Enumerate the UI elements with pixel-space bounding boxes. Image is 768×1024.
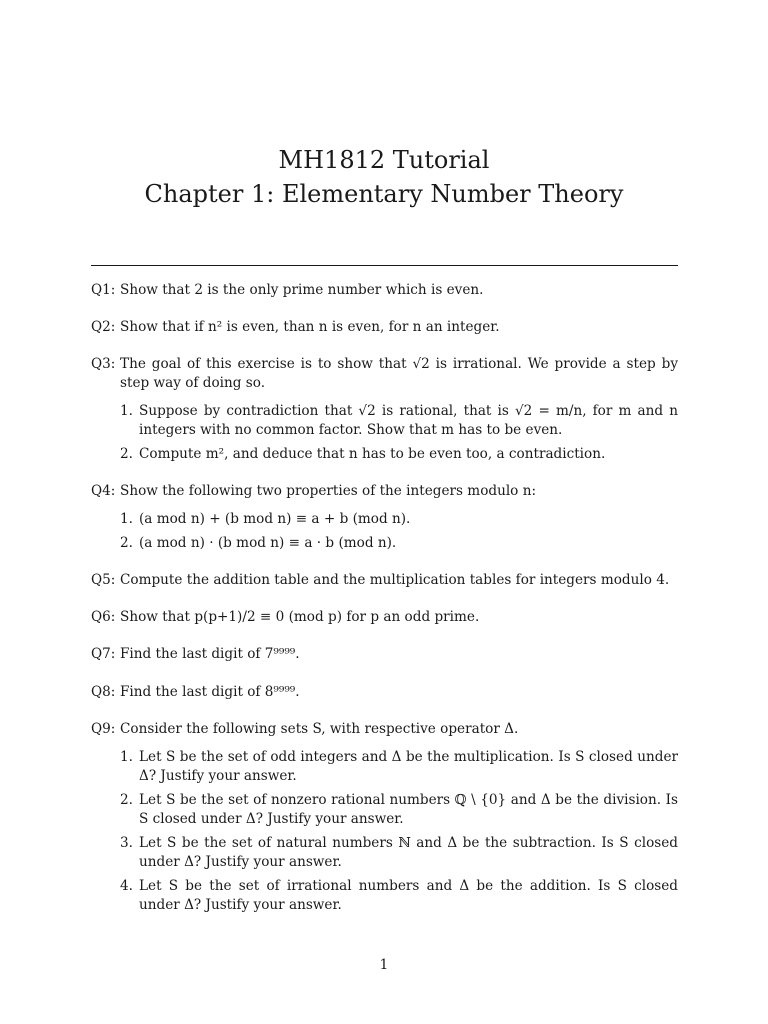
title-chapter: Chapter 1: Elementary Number Theory [144,180,624,208]
sub-item-number: 2. [120,446,133,462]
question-1 [91,281,678,300]
question-6 [91,608,678,627]
question-8 [91,683,678,702]
sub-item-text: Let S be the set of irrational numbers and Δ be the addition. Is S closed under Δ? Justify your answer. [139,878,678,913]
question-text: Show the following two properties of the integers modulo n: [120,483,537,499]
page-number: 1 [379,957,389,973]
sub-item-number: 4. [120,878,133,894]
question-text: Compute the addition table and the multiplication tables for integers modulo 4. [120,572,670,588]
question-list [91,281,678,933]
sub-item [120,748,678,786]
sub-item-text: Let S be the set of odd integers and Δ be the multiplication. Is S closed under Δ? Justify your answer. [139,749,678,784]
question-text: The goal of this exercise is to show that √2 is irrational. We provide a step by step way of doing so. [120,356,678,391]
question-label: Q7: [91,646,116,662]
question-text: Find the last digit of 7⁹⁹⁹⁹. [120,646,300,662]
question-text: Consider the following sets S, with respective operator Δ. [120,721,519,737]
sub-list [120,748,678,915]
title-course: MH1812 Tutorial [278,146,490,174]
sub-list [120,402,678,464]
sub-item-text: Let S be the set of nonzero rational numbers ℚ \ {0} and Δ be the division. Is S closed under Δ? Justify your answer. [139,792,678,827]
sub-item-text: (a mod n) · (b mod n) ≡ a · b (mod n). [139,535,397,551]
sub-item [120,834,678,872]
sub-item-number: 1. [120,511,133,527]
question-4 [91,482,678,553]
question-text: Show that p(p+1)/2 ≡ 0 (mod p) for p an odd prime. [120,609,480,625]
question-label: Q1: [91,282,116,298]
question-9 [91,720,678,915]
sub-item-text: (a mod n) + (b mod n) ≡ a + b (mod n). [139,511,411,527]
question-7 [91,645,678,664]
document-title [0,143,768,211]
question-text: Find the last digit of 8⁹⁹⁹⁹. [120,684,300,700]
question-label: Q6: [91,609,116,625]
sub-item [120,402,678,440]
question-label: Q8: [91,684,116,700]
question-2 [91,318,678,337]
sub-item [120,877,678,915]
question-label: Q2: [91,319,116,335]
sub-item [120,534,678,553]
sub-item-text: Compute m², and deduce that n has to be even too, a contradiction. [139,446,606,462]
sub-item-text: Suppose by contradiction that √2 is rational, that is √2 = m/n, for m and n integers with no common factor. Show that m has to be even. [139,403,678,438]
question-5 [91,571,678,590]
question-label: Q3: [91,356,116,372]
sub-item [120,791,678,829]
question-3 [91,355,678,464]
sub-item-text: Let S be the set of natural numbers ℕ and Δ be the subtraction. Is S closed under Δ? Justify your answer. [139,835,678,870]
sub-item [120,510,678,529]
horizontal-rule [91,265,678,266]
sub-item-number: 2. [120,792,133,808]
sub-item-number: 1. [120,749,133,765]
sub-item [120,445,678,464]
question-text: Show that if n² is even, than n is even, for n an integer. [120,319,500,335]
question-label: Q5: [91,572,116,588]
sub-item-number: 1. [120,403,133,419]
question-text: Show that 2 is the only prime number which is even. [120,282,484,298]
sub-item-number: 2. [120,535,133,551]
question-label: Q4: [91,483,116,499]
sub-list [120,510,678,553]
sub-item-number: 3. [120,835,133,851]
question-label: Q9: [91,721,116,737]
